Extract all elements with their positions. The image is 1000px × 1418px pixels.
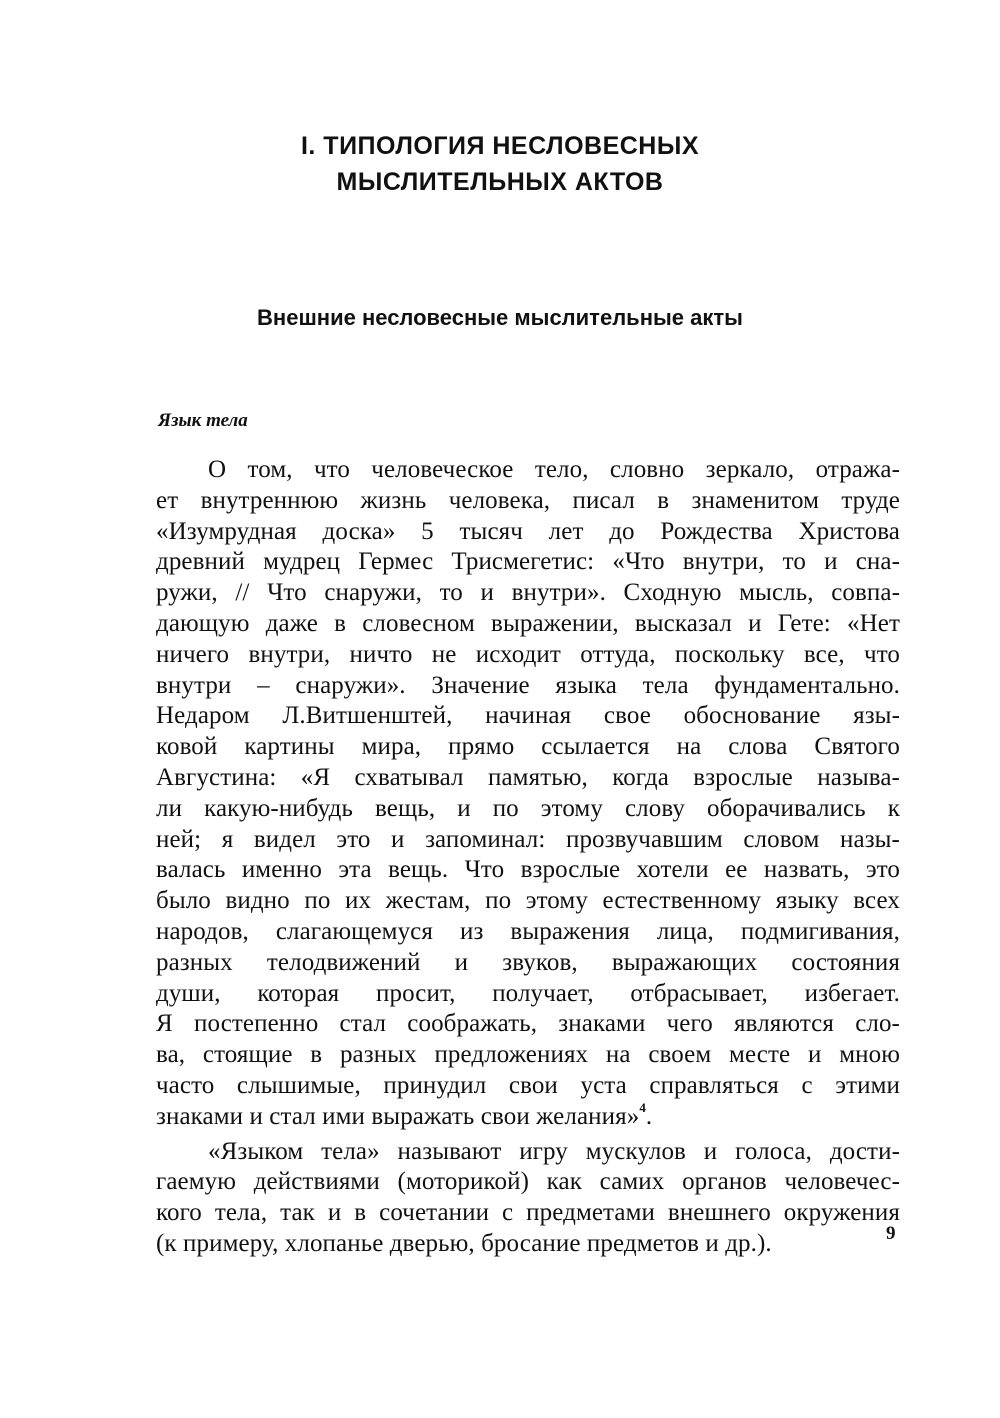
- text-line: древний мудрец Гермес Трисмегетис: «Что внутри, то и сна-: [156, 548, 900, 576]
- last-line-text: знаками и стал ими выражать свои желания»: [156, 1102, 640, 1130]
- text-line: кого тела, так и в сочетании с предметами внешнего окружения: [156, 1199, 900, 1227]
- text-line: валась именно эта вещь. Что взрослые хотели ее назвать, это: [156, 856, 900, 884]
- chapter-title-line-2: МЫСЛИТЕЛЬНЫХ АКТОВ: [336, 168, 664, 196]
- text-line: ли какую-нибудь вещь, и по этому слову оборачивались к: [156, 794, 900, 822]
- text-line: О том, что человеческое тело, словно зеркало, отража-: [208, 456, 900, 483]
- footnote-reference[interactable]: 4: [639, 1100, 646, 1116]
- text-line: часто слышимые, принудил свои уста справляться с этими: [156, 1071, 900, 1099]
- text-line: души, которая просит, получает, отбрасывает, избегает.: [156, 979, 900, 1007]
- text-line: внутри – снаружи». Значение языка тела фундаментально.: [156, 671, 900, 699]
- text-line: ет внутреннюю жизнь человека, писал в знаменитом труде: [156, 486, 900, 514]
- paragraph-2: [156, 1137, 900, 1260]
- text-line: Я постепенно стал соображать, знаками чего являются сло-: [156, 1010, 900, 1038]
- text-line: ружи, // Что снаружи, то и внутри». Сходную мысль, совпа-: [156, 579, 900, 607]
- page-number: 9: [886, 1223, 896, 1244]
- text-line: ковой картины мира, прямо ссылается на слова Святого: [156, 733, 900, 761]
- text-line: Недаром Л.Витшенштей, начиная свое обоснование язы-: [156, 702, 900, 730]
- text-line: ва, стоящие в разных предложениях на своем месте и мною: [156, 1041, 900, 1069]
- paragraph-1: [156, 455, 900, 1133]
- text-line: разных телодвижений и звуков, выражающих состояния: [156, 948, 900, 976]
- chapter-title-line-1: I. ТИПОЛОГИЯ НЕСЛОВЕСНЫХ: [300, 132, 700, 160]
- last-line-end: .: [645, 1102, 653, 1130]
- text-line: ничего внутри, ничто не исходит оттуда, поскольку все, что: [156, 640, 900, 668]
- text-line-last: [156, 1102, 900, 1133]
- text-line: «Языком тела» называют игру мускулов и голоса, дости-: [208, 1137, 900, 1165]
- text-line: «Изумрудная доска» 5 тысяч лет до Рождества Христова: [156, 517, 900, 545]
- text-line: (к примеру, хлопанье дверью, бросание предметов и др.).: [156, 1229, 772, 1257]
- chapter-title: [200, 128, 800, 200]
- subsection-title: Язык тела: [158, 410, 248, 431]
- text-line: гаемую действиями (моторикой) как самих органов человечес-: [156, 1168, 900, 1196]
- body-text: [156, 455, 900, 1260]
- text-line: было видно по их жестам, по этому естественному языку всех: [156, 887, 900, 915]
- text-line: народов, слагающемуся из выражения лица, подмигивания,: [156, 917, 900, 945]
- text-line: ней; я видел это и запоминал: прозвучавшим словом назы-: [156, 825, 900, 853]
- text-line: Августина: «Я схватывал памятью, когда взрослые называ-: [156, 763, 900, 791]
- section-title: Внешние несловесные мыслительные акты: [257, 305, 743, 330]
- text-line: дающую даже в словесном выражении, высказал и Гете: «Нет: [156, 609, 900, 637]
